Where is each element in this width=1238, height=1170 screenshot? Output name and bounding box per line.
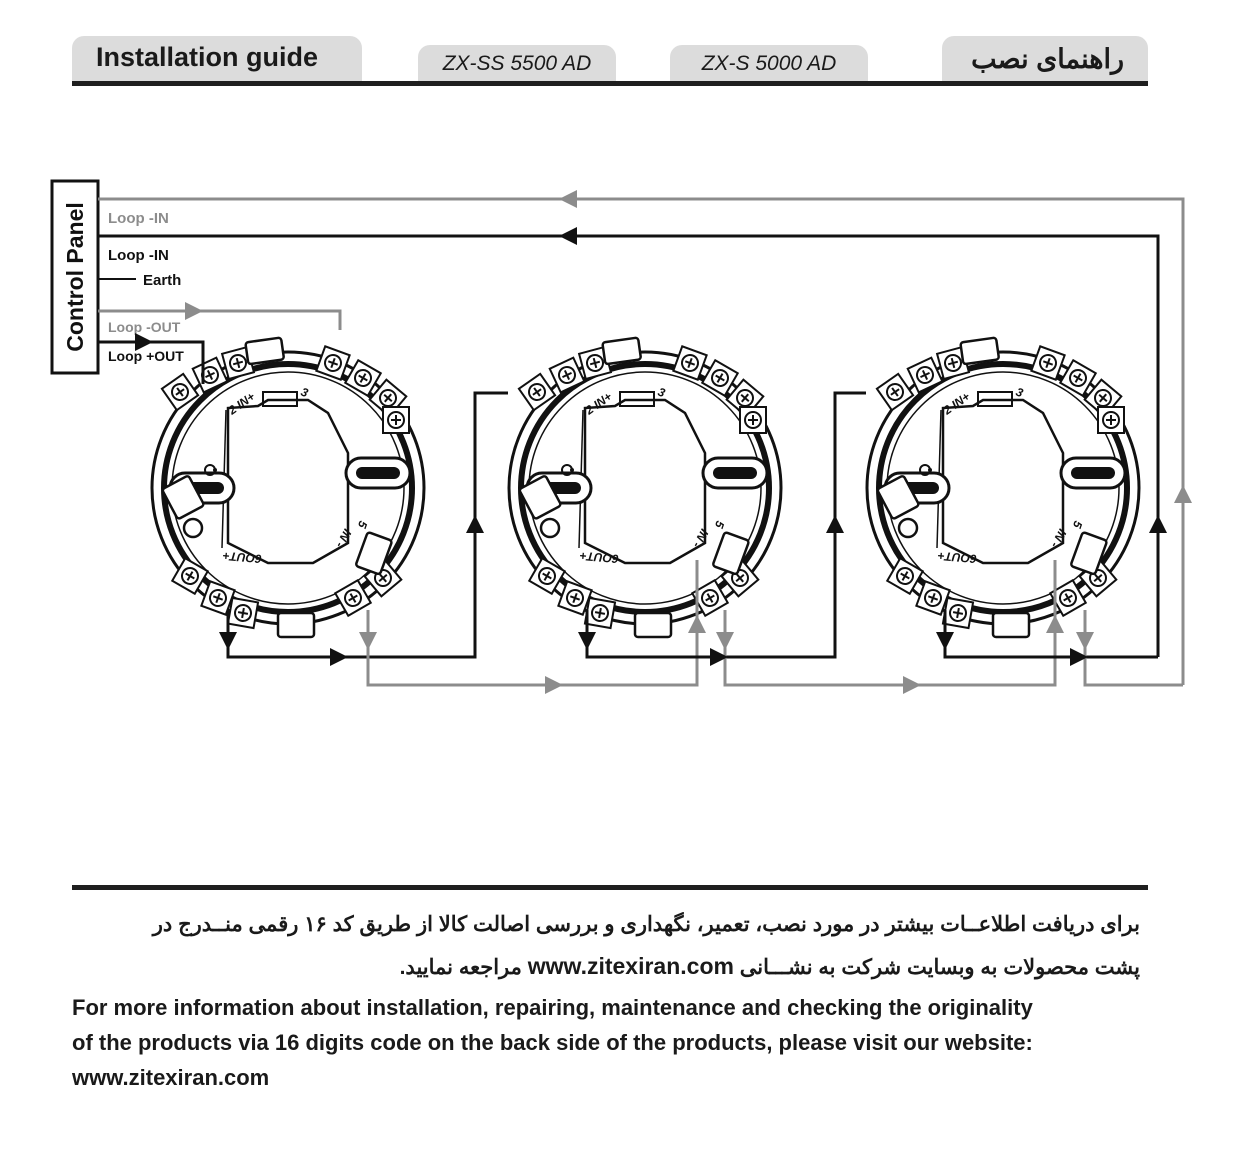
detector-base-2	[509, 338, 781, 637]
footer-text-fa-1: برای دریافت اطلاعــات بیشتر در مورد نصب، تعمیر، نگهداری و بررسی اصالت کالا از طریق کد ۱۶ رقمی منــدرج در	[152, 913, 1140, 936]
wire-label-loop-out-neg: Loop -OUT	[108, 319, 181, 335]
footer-text-fa-2b: مراجعه نمایید.	[399, 956, 522, 979]
tab-installation-guide-fa-label: راهنمای نصب	[971, 44, 1124, 74]
model-2-label: ZX-S 5000 AD	[701, 52, 837, 75]
base-2-terminal-5-label: 5	[711, 518, 728, 531]
base-2-terminal-2-label: 2 IN+	[582, 389, 615, 418]
footer-text-fa-2	[72, 953, 1140, 980]
base-1-terminal-in-label: IN -	[332, 526, 355, 551]
footer-website-link[interactable]: www.zitexiran.com	[72, 1065, 270, 1090]
tab-installation-guide-label: Installation guide	[96, 42, 319, 72]
base-3-terminal-6-label: 6OUT+	[937, 548, 978, 566]
wire-label-loop-in-grey: Loop -IN	[108, 210, 169, 227]
base-3-terminal-5-label: 5	[1069, 518, 1086, 531]
control-panel-label: Control Panel	[62, 202, 88, 352]
footer-text-fa-2a: پشت محصولات به وبسایت شرکت به نشـــانی	[739, 956, 1140, 979]
base-3-terminal-3-label: 3	[1013, 384, 1026, 401]
base-1-terminal-2-label: 2 IN+	[225, 389, 258, 418]
base-1-terminal-3-label: 3	[298, 384, 311, 401]
base-2-terminal-3-label: 3	[655, 384, 668, 401]
detector-base-1	[152, 338, 424, 637]
footer-fa-url[interactable]: www.zitexiran.com	[527, 953, 734, 979]
wire-label-loop-out-pos: Loop +OUT	[108, 348, 184, 364]
wire-label-loop-in-black: Loop -IN	[108, 247, 169, 264]
wire-label-earth: Earth	[143, 272, 182, 289]
base-3-terminal-2-label: 2 IN+	[940, 389, 973, 418]
base-1-terminal-5-label: 5	[354, 518, 371, 531]
footer-rule	[72, 885, 1148, 890]
footer-text-en-2: of the products via 16 digits code on the back side of the products, please visit our website:	[72, 1030, 1033, 1055]
base-2-terminal-6-label: 6OUT+	[579, 548, 620, 566]
footer-text-en-1: For more information about installation, repairing, maintenance and checking the originality	[72, 995, 1033, 1020]
wire-base3-grey-return	[1085, 610, 1183, 685]
base-3-terminal-in-label: IN -	[1047, 526, 1070, 551]
control-panel	[52, 181, 98, 373]
model-1-label: ZX-SS 5500 AD	[442, 52, 592, 75]
detector-base-3	[867, 338, 1139, 637]
base-2-terminal-in-label: IN -	[689, 526, 712, 551]
base-1-terminal-6-label: 6OUT+	[222, 548, 263, 566]
